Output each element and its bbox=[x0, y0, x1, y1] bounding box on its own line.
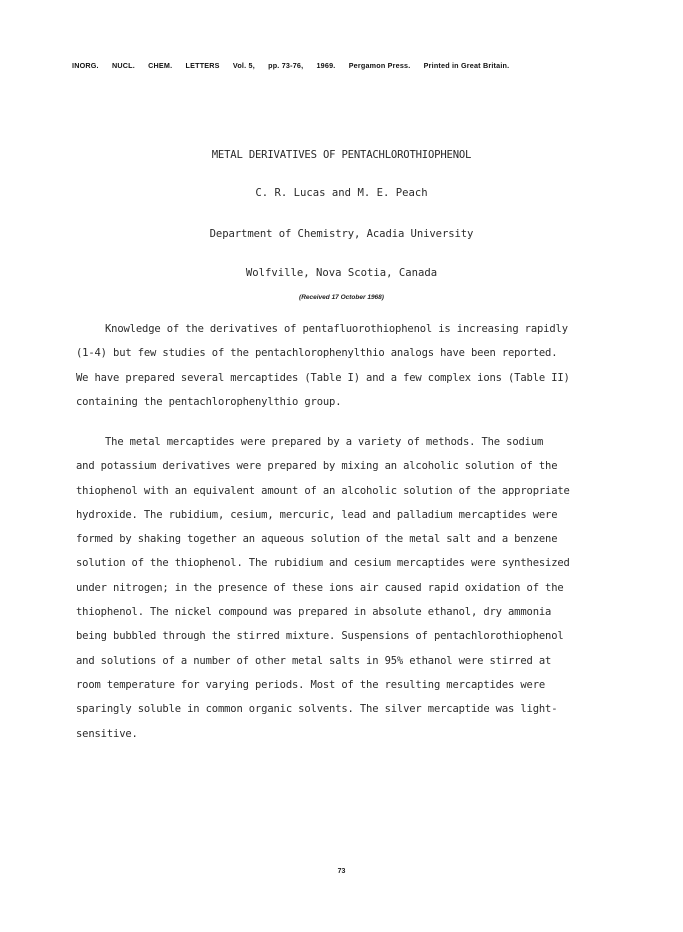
header-part: LETTERS bbox=[185, 61, 220, 70]
page-number: 73 bbox=[337, 868, 346, 875]
header-part: INORG. bbox=[72, 61, 99, 70]
paragraph-line: (1-4) but few studies of the pentachlorophenylthio analogs have been reported. bbox=[76, 347, 558, 360]
paragraph-line: thiophenol. The nickel compound was prepared in absolute ethanol, dry ammonia bbox=[76, 606, 552, 619]
article-title: METAL DERIVATIVES OF PENTACHLOROTHIOPHENOL bbox=[211, 149, 472, 161]
paragraph-line: Knowledge of the derivatives of pentafluorothiophenol is increasing rapidly bbox=[105, 323, 568, 335]
paragraph-line: We have prepared several mercaptides (Table I) and a few complex ions (Table II) bbox=[76, 371, 570, 384]
author-location: Wolfville, Nova Scotia, Canada bbox=[245, 267, 438, 279]
header-part: Printed in Great Britain. bbox=[423, 61, 510, 70]
header-part: Vol. 5, bbox=[232, 61, 255, 70]
paragraph-line: being bubbled through the stirred mixture. Suspensions of pentachlorothiophenol bbox=[76, 630, 564, 643]
paragraph-line: thiophenol with an equivalent amount of an alcoholic solution of the appropriate bbox=[76, 484, 570, 497]
paragraph-line: hydroxide. The rubidium, cesium, mercuric, lead and palladium mercaptides were bbox=[76, 508, 558, 521]
paragraph-line: solution of the thiophenol. The rubidium and cesium mercaptides were synthesized bbox=[76, 557, 570, 570]
author-affiliation: Department of Chemistry, Acadia University bbox=[209, 228, 474, 240]
paragraph-line: under nitrogen; in the presence of these ions air caused rapid oxidation of the bbox=[76, 581, 564, 594]
article-authors: C. R. Lucas and M. E. Peach bbox=[255, 187, 428, 199]
header-part: NUCL. bbox=[111, 61, 135, 70]
paragraph-introduction bbox=[76, 317, 621, 414]
paragraph-line: sensitive. bbox=[76, 727, 138, 740]
paragraph-line: and potassium derivatives were prepared by mixing an alcoholic solution of the bbox=[76, 460, 558, 473]
paragraph-line: containing the pentachlorophenylthio group. bbox=[76, 395, 342, 408]
paragraph-line: The metal mercaptides were prepared by a variety of methods. The sodium bbox=[105, 436, 544, 448]
header-part: pp. 73-76, bbox=[268, 61, 304, 70]
header-part: 1969. bbox=[316, 61, 336, 70]
paragraph-methods bbox=[76, 430, 621, 746]
paragraph-line: room temperature for varying periods. Most of the resulting mercaptides were bbox=[76, 678, 546, 691]
paragraph-line: sparingly soluble in common organic solvents. The silver mercaptide was light- bbox=[76, 703, 558, 716]
received-date: (Received 17 October 1968) bbox=[299, 294, 384, 301]
paragraph-line: formed by shaking together an aqueous solution of the metal salt and a benzene bbox=[76, 533, 558, 546]
journal-header bbox=[72, 61, 612, 70]
header-part: Pergamon Press. bbox=[348, 61, 411, 70]
header-part: CHEM. bbox=[148, 61, 173, 70]
paragraph-line: and solutions of a number of other metal salts in 95% ethanol were stirred at bbox=[76, 654, 552, 667]
